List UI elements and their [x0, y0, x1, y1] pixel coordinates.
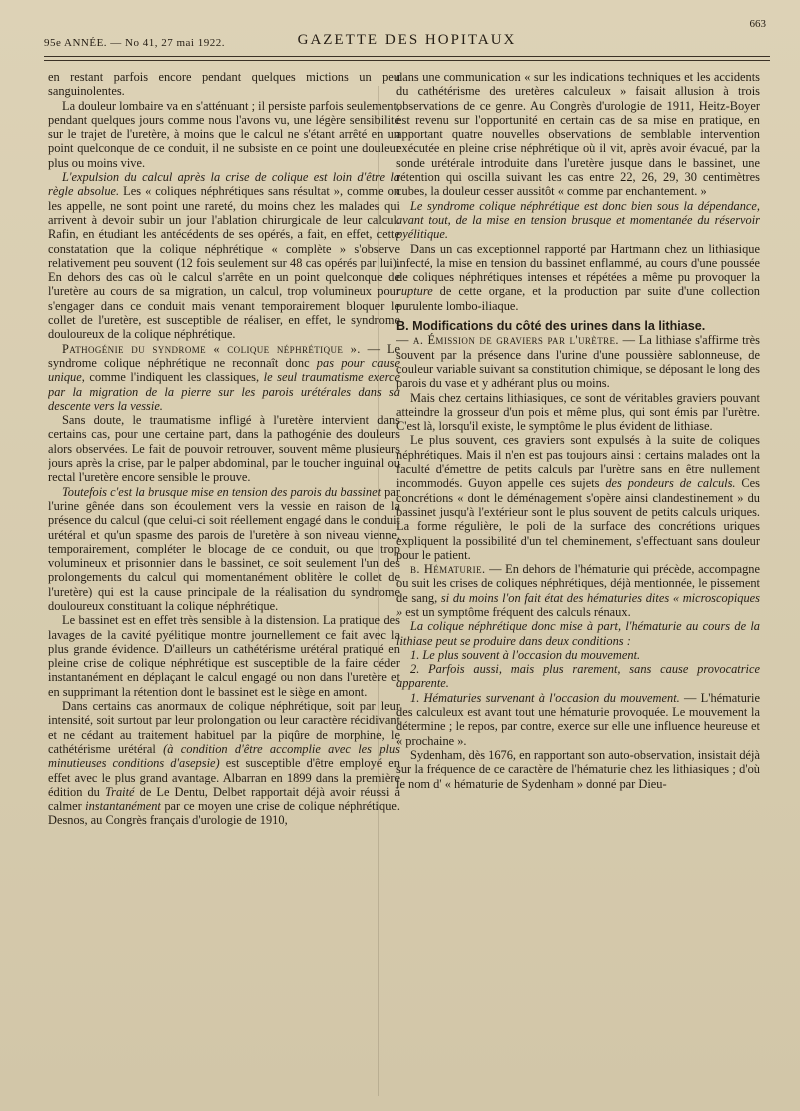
paragraph: Toutefois c'est la brusque mise en tension des parois du bassinet par l'urine gênée dans son écoulement vers la vessie en raison de la présence du calcul (que celui-ci soit réellement engagé dans le conduit urétéral et qu'un spasme des parois de l'uretère à son niveau vienne, temporairement, compléter le blocage de ce conduit, ou que trop volumineux et prisonnier dans le bassinet, ce soit seulement l'un des prolongements du calcul qui momentanément oblitère le collet de l'uretère) qui est la cause principale de la réalisation du syndrome douloureux constituant la colique néphrétique.: [48, 484, 400, 613]
header-rule: [44, 56, 770, 57]
paragraph: 1. Hématuries survenant à l'occasion du mouvement. — L'hématurie des calculeux est avant tout une hématurie provoquée. Le mouvement la détermine ; le repos, par contre, exerce sur elle une influence heureuse et « prochaine ».: [396, 690, 760, 748]
page-header: [44, 18, 770, 61]
paragraph: en restant parfois encore pendant quelques mictions un peu sanguinolentes.: [48, 70, 400, 99]
left-column: [48, 70, 400, 1093]
list-item: 1. Le plus souvent à l'occasion du mouvement.: [410, 647, 641, 662]
paragraph: Mais chez certains lithiasiques, ce sont de véritables graviers pouvant atteindre la grosseur d'un pois et même plus, qui sont émis par l'urètre. C'est là, lorsqu'il existe, le symptôme le plus évident de lithiase.: [396, 390, 760, 434]
section-heading: B. Modifications du côté des urines dans la lithiase.: [396, 319, 706, 334]
paragraph: La colique néphrétique donc mise à part, l'hématurie au cours de la lithiase peut se produire dans deux conditions :: [396, 619, 760, 648]
paragraph: Dans certains cas anormaux de colique néphrétique, soit par leur intensité, soit surtout par leur prolongation ou leur caractère récidivant et ne cédant au traitement habituel par la piqûre de morphine, le cathétérisme urétéral (à condition d'être accomplie avec les plus minutieuses conditions d'asepsie) est susceptible d'être employé en effet avec le plus grand avantage. Albarran en 1899 dans la première édition du Traité de Le Dentu, Delbet rapportait déjà avoir réussi à calmer instantanément par ce moyen une crise de colique néphrétique. Desnos, au Congrès français d'urologie de 1910,: [48, 699, 400, 828]
paragraph: Sydenham, dès 1676, en rapportant son auto-observation, insistait déjà sur la fréquence de ce caractère de l'hématurie chez les lithiasiques ; d'où le nom d' « hématurie de Sydenham » donné par Dieu-: [396, 747, 760, 791]
list-item: 2. Parfois aussi, mais plus rarement, sans cause provocatrice apparente.: [396, 662, 760, 691]
page-number: 663: [749, 18, 766, 30]
subsection-heading: b. Hématurie.: [410, 562, 486, 577]
journal-title: GAZETTE DES HOPITAUX: [297, 32, 517, 48]
paragraph: L'expulsion du calcul après la crise de colique est loin d'être la règle absolue. Les « coliques néphrétiques sans résultat », comme on les appelle, ne sont point une rareté, du moins chez les malades qui arrivent à devoir subir un jour l'ablation chirurgicale de leur calcul. Rafin, en étudiant les antécédents de ses opérés, a fait, en effet, cette constatation que la colique néphrétique « complète » s'observe relativement peu souvent (12 fois seulement sur 48 cas opérés par lui). En dehors des cas où le calcul s'arrête en un point quelconque de l'uretère au cours de sa migration, un calcul, trop volumineux pour s'engager dans ce conduit mais venant temporairement bloquer le collet de l'uretère, est susceptible de réaliser, en effet, le syndrome douloureux de la colique néphrétique.: [48, 170, 400, 342]
paragraph-heading: Pathogénie du syndrome « colique néphrétique ».: [62, 341, 361, 356]
paragraph: Pathogénie du syndrome « colique néphrétique ». — Le syndrome colique néphrétique ne reconnaît donc pas pour cause unique, comme l'indiquent les classiques, le seul traumatisme exercé par la migration de la pierre sur les parois urétérales dans sa descente vers la vessie.: [48, 341, 400, 413]
paragraph: La douleur lombaire va en s'atténuant ; il persiste parfois seulement, pendant quelques jours comme nous l'avons vu, une légère sensibilité sur le trajet de l'uretère, à moins que le calcul ne s'étant arrêté en un point quelconque de ce conduit, il ne subsiste en ce point une douleur plus ou moins vive.: [48, 98, 400, 170]
paragraph: Dans un cas exceptionnel rapporté par Hartmann chez un lithiasique infecté, la mise en tension du bassinet enflammé, au cours d'une poussée de coliques néphrétiques intenses et répétées a même pu provoquer la rupture de cette organe, et la production par suite d'une collection purulente lombo-iliaque.: [396, 241, 760, 313]
paragraph: — a. Émission de graviers par l'urètre. — La lithiase s'affirme très souvent par la présence dans l'urine d'une poussière sablonneuse, de couleur variable suivant sa constitution chimique, se déposant le long des parois du vase et y adhérant plus ou moins.: [396, 333, 760, 391]
right-column: [396, 70, 760, 1093]
issue-line: 95e ANNÉE. — No 41, 27 mai 1922.: [44, 37, 225, 49]
paragraph: Sans doute, le traumatisme infligé à l'uretère intervient dans certains cas, pour une certaine part, dans la pathogénie des douleurs alors observées. Le fait de pouvoir retrouver, souvent même plusieurs jours après la crise, par le palper abdominal, par le toucher inguinal ou rectal l'uretère encore sensible le prouve.: [48, 413, 400, 485]
paragraph: Le bassinet est en effet très sensible à la distension. La pratique des lavages de la cavité pyélitique montre journellement ce fait avec la plus grande évidence. D'ailleurs un cathétérisme urétéral pratiqué en pleine crise de colique néphrétique est susceptible de la faire céder instantanément en déplaçant le calcul engagé ou non dans l'uretère et en supprimant la rétention dont le bassinet est le siège en amont.: [48, 613, 400, 699]
paragraph: dans une communication « sur les indications techniques et les accidents du cathétérisme des uretères calculeux » faisait allusion à trois observations de ce genre. Au Congrès d'urologie de 1911, Heitz-Boyer est revenu sur l'opportunité en certain cas de sa mise en pratique, en apportant quatre nouvelles observations de semblable intervention exécutée en pleine crise néphrétique où il vit, après avoir évacué, par la sonde urétérale introduite dans l'uretère jusque dans le bassinet, une rétention qui oscilla suivant les cas entre 22, 26, 29, 30 centimètres cubes, la douleur cesser aussitôt « comme par enchantement. »: [396, 70, 760, 199]
subsection-heading: — a. Émission de graviers par l'urètre.: [396, 333, 619, 348]
paragraph: Le syndrome colique néphrétique est donc bien sous la dépendance, avant tout, de la mise en tension brusque et momentanée du réservoir pyélitique.: [396, 198, 760, 242]
paragraph: Le plus souvent, ces graviers sont expulsés à la suite de coliques néphrétiques. Mais il n'en est pas toujours ainsi : certains malades ont la faculté d'émettre de petits calculs par l'urètre sans en être nullement incommodés. Guyon appelle ces sujets des pondeurs de calculs. Ces concrétions « dont le déménagement s'opère ainsi clandestinement » du bassinet jusqu'à l'extérieur sont le plus souvent de petits calculs uriques. La forme régulière, le poli de la surface des concrétions uriques expliquent la possibilité d'un tel cheminement, s'effectuant sans douleur pour le patient.: [396, 433, 760, 562]
paragraph: b. Hématurie. — En dehors de l'hématurie qui précède, accompagne ou suit les crises de coliques néphrétiques, déjà mentionnée, le pissement de sang, si du moins l'on fait état des hématuries dites « microscopiques » est un symptôme fréquent des calculs rénaux.: [396, 562, 760, 619]
